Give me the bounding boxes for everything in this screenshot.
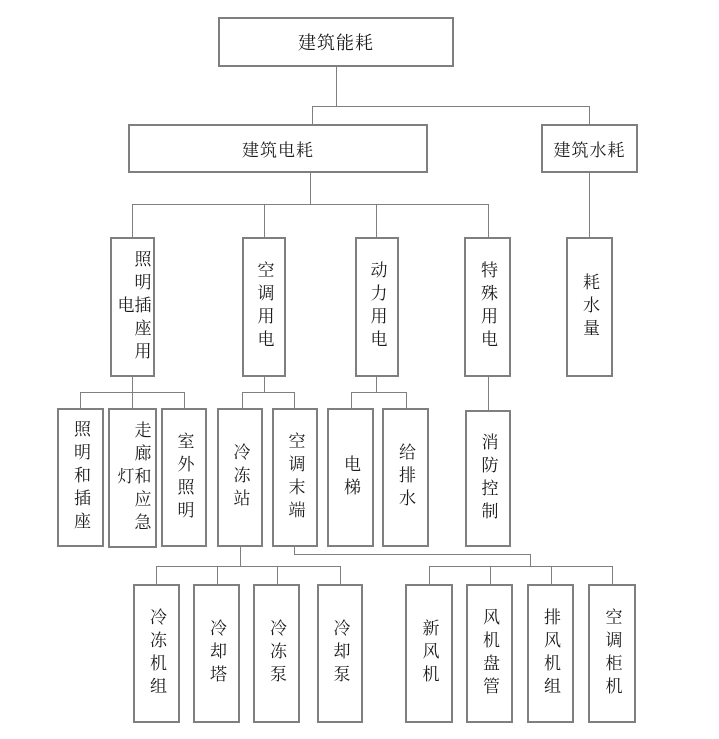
connector-power-electricity-stem [376, 377, 377, 392]
node-ac-cabinet-unit: 空调柜机 [588, 584, 636, 723]
node-lighting-and-sockets: 照明和插座 [57, 408, 104, 547]
connector-to-fan-coil-unit [490, 566, 491, 584]
connector-water-stem [589, 172, 590, 237]
connector-to-building-electricity [312, 106, 313, 124]
node-ac-electricity: 空调用电 [242, 237, 286, 377]
connector-chiller-station-stem [240, 547, 241, 566]
node-chiller-station: 冷冻站 [217, 408, 263, 547]
connector-terminal-bus [429, 566, 613, 567]
connector-level3-bus [132, 204, 489, 205]
connector-ac-electricity-stem [264, 377, 265, 392]
connector-to-special-electricity [488, 204, 489, 237]
connector-level2-bus [312, 106, 590, 107]
connector-special-to-fire [488, 377, 489, 410]
node-building-energy: 建筑能耗 [218, 17, 454, 67]
connector-chiller-bus [156, 566, 341, 567]
node-ac-terminal: 空调末端 [272, 408, 318, 547]
node-outdoor-lighting: 室外照明 [161, 408, 207, 547]
node-water-consumption: 耗水量 [566, 237, 613, 377]
node-power-electricity: 动力用电 [355, 237, 399, 377]
node-cooling-water-pump: 冷却泵 [317, 584, 363, 723]
node-exhaust-fan-unit: 排风机组 [527, 584, 574, 723]
node-cooling-tower: 冷却塔 [193, 584, 240, 723]
connector-building-energy-stem [336, 67, 337, 106]
connector-to-ac-cabinet-unit [612, 566, 613, 584]
node-building-water: 建筑水耗 [541, 124, 638, 173]
connector-to-ac-terminal [294, 392, 295, 408]
node-lighting-socket-electricity: 照明插座用电 [110, 237, 155, 377]
connector-to-cooling-water-pump [340, 566, 341, 584]
node-corridor-emergency-lights: 走廊和应急灯 [108, 408, 157, 548]
connector-to-ac-electricity [264, 204, 265, 237]
node-fan-coil-unit: 风机盘管 [466, 584, 513, 723]
connector-to-water-supply [406, 392, 407, 408]
connector-to-chiller-station [242, 392, 243, 408]
node-water-supply-drainage: 给排水 [382, 408, 429, 547]
node-fire-control: 消防控制 [465, 410, 511, 547]
connector-building-electricity-stem [310, 172, 311, 204]
node-fresh-air-fan: 新风机 [405, 584, 453, 723]
connector-ac-terminal-jog [294, 554, 531, 555]
connector-to-power-electricity [376, 204, 377, 237]
connector-to-fresh-air-fan [429, 566, 430, 584]
connector-to-cooling-tower [217, 566, 218, 584]
connector-to-lighting-socket [132, 204, 133, 237]
connector-to-building-water [589, 106, 590, 124]
node-special-electricity: 特殊用电 [464, 237, 511, 377]
connector-to-exhaust-fan-unit [551, 566, 552, 584]
connector-lighting-socket-stem [132, 377, 133, 392]
connector-power-bus [351, 392, 407, 393]
connector-to-chiller-unit [156, 566, 157, 584]
connector-to-chilled-water-pump [277, 566, 278, 584]
connector-to-outdoor-lighting [184, 392, 185, 408]
node-building-electricity: 建筑电耗 [128, 124, 428, 173]
connector-to-lighting-and-sockets [80, 392, 81, 408]
connector-to-elevator [351, 392, 352, 408]
connector-ac-bus [242, 392, 295, 393]
node-chiller-unit: 冷冻机组 [133, 584, 180, 723]
node-elevator: 电梯 [327, 408, 374, 547]
node-chilled-water-pump: 冷冻泵 [253, 584, 300, 723]
connector-to-corridor-lights [132, 392, 133, 408]
